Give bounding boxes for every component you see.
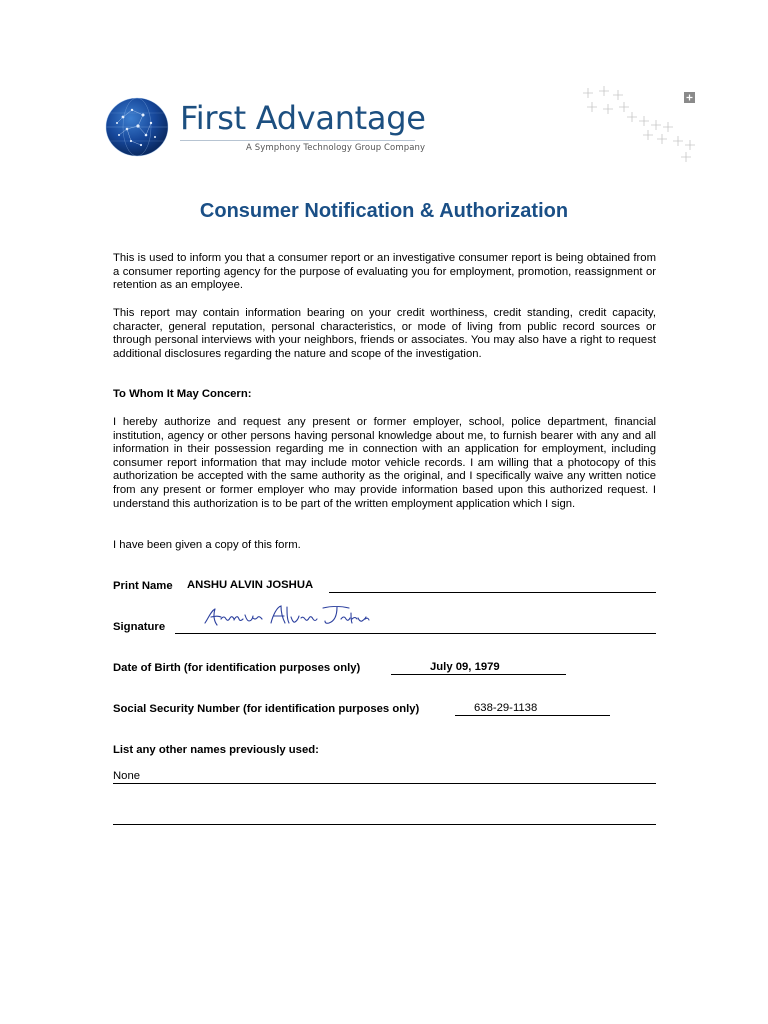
signature-label: Signature [113, 621, 166, 633]
other-names-label: List any other names previously used: [113, 744, 319, 756]
ssn-line [455, 715, 610, 716]
print-name-label: Print Name [113, 580, 173, 592]
dob-value[interactable]: July 09, 1979 [430, 661, 500, 673]
dob-field [113, 656, 656, 676]
other-names-line [113, 783, 656, 784]
ssn-field [113, 697, 656, 717]
document-title: Consumer Notification & Authorization [199, 200, 569, 222]
brand-tagline: A Symphony Technology Group Company [246, 143, 426, 153]
signature-line [175, 633, 656, 634]
other-names-extra-line[interactable] [113, 824, 656, 825]
brand-divider [180, 140, 415, 141]
print-name-line [329, 592, 656, 593]
other-names-extra-field [113, 806, 656, 826]
handwritten-signature[interactable] [201, 603, 371, 633]
salutation: To Whom It May Concern: [113, 388, 252, 400]
brand-name: First Advantage [180, 99, 426, 137]
globe-logo-icon [105, 97, 169, 157]
print-name-field [113, 574, 656, 594]
other-names-heading-row [113, 738, 656, 758]
authorization-paragraph: I hereby authorize and request any present or former employer, school, police department, financial institution, agency or other persons having personal knowledge about me, to furnish bearer with any and all information in their possession regarding me in connection with an application for employment, including consumer report information that may include motor vehicle records. I am willing that a photocopy of this authorization be accepted with the same authority as the original, and I specifically waive any written notice from any present or former employer who may provide information based upon this authorized request. I understand this authorization is to be part of the written employment application which I sign. [113, 416, 656, 510]
decorative-crosses-icon [578, 80, 708, 164]
print-name-value[interactable]: ANSHU ALVIN JOSHUA [187, 579, 314, 591]
ssn-label: Social Security Number (for identification purposes only) [113, 703, 420, 715]
dob-line [391, 674, 566, 675]
copy-statement: I have been given a copy of this form. [113, 539, 301, 551]
other-names-value[interactable]: None [113, 770, 141, 782]
intro-paragraph: This is used to inform you that a consumer report or an investigative consumer report is being obtained from a consumer reporting agency for the purpose of evaluating you for employment, promotion, reassignment or retention as an employee. [113, 252, 656, 292]
dob-label: Date of Birth (for identification purposes only) [113, 662, 361, 674]
signature-field [113, 615, 656, 635]
ssn-value[interactable]: 638-29-1138 [474, 702, 538, 714]
other-names-field [113, 765, 656, 785]
report-contents-paragraph: This report may contain information bearing on your credit worthiness, credit standing, credit capacity, character, general reputation, personal characteristics, or mode of living from public record sources or through personal interviews with your neighbors, friends or associates. You may also have a right to request additional disclosures regarding the nature and scope of the investigation. [113, 307, 656, 360]
